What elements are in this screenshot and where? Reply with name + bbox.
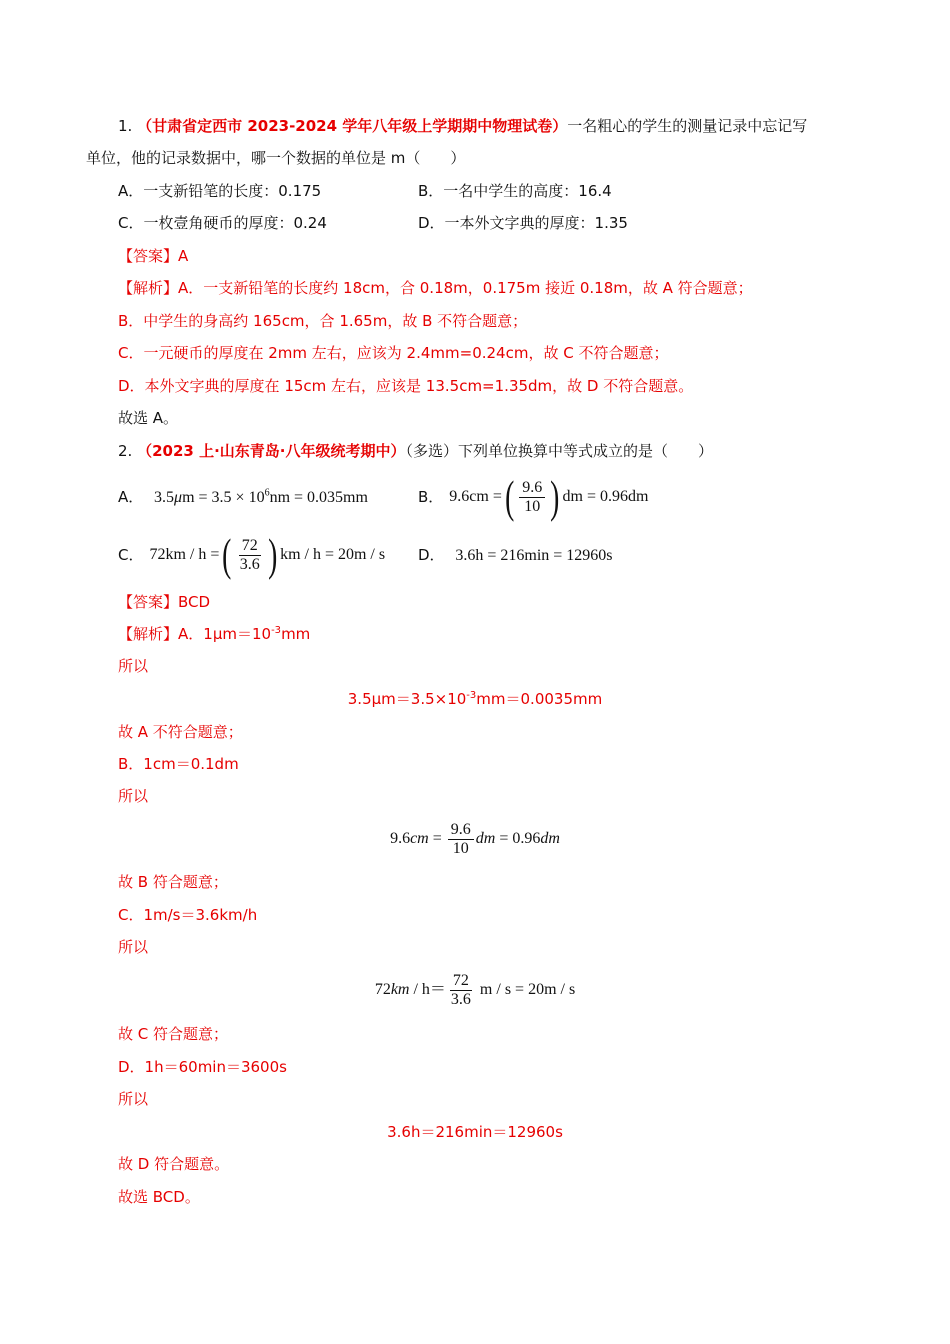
numerator: 72 xyxy=(450,972,472,991)
q1-analysis-c: C．一元硬币的厚度在 2mm 左右，应该为 2.4mm=0.24cm，故 C 不符合题意； xyxy=(118,344,669,362)
q1-number: 1. xyxy=(118,117,133,135)
q1-analysis-d: D．本外文字典的厚度在 15cm 左右，应该是 13.5cm=1.35dm，故 D 不符合题意。 xyxy=(118,377,694,395)
option-letter: B． xyxy=(418,488,444,506)
q2-option-b xyxy=(418,471,649,522)
q1-stem-part1: 一名粗心的学生的测量记录中忘记写 xyxy=(567,117,808,135)
math-text: 3.5 xyxy=(154,489,175,506)
q1-analysis-b: B．中学生的身高约 165cm，合 1.65m，故 B 不符合题意； xyxy=(118,312,528,330)
math-exponent: 6 xyxy=(264,487,270,499)
numerator: 9.6 xyxy=(519,479,545,498)
math-text: = 0.96 xyxy=(495,830,541,847)
analysis-label: 【解析】 xyxy=(118,625,179,643)
exponent: -3 xyxy=(466,690,477,701)
math-text: nm = 0.035mm xyxy=(269,489,368,506)
math-text: 72 xyxy=(374,981,391,998)
denominator: 3.6 xyxy=(239,555,260,573)
option-d-math: 3.6h = 216min = 12960s xyxy=(455,547,613,564)
q2-conclusion: 故选 BCD。 xyxy=(118,1188,200,1206)
q1-option-c: C．一枚壹角硬币的厚度：0.24 xyxy=(118,214,327,232)
so-text: 所以 xyxy=(118,787,149,805)
q1-option-a: A．一支新铅笔的长度：0.175 xyxy=(118,182,322,200)
answer-label: 【答案】 xyxy=(118,593,179,611)
analysis-text: mm xyxy=(281,625,311,643)
q2-answer xyxy=(118,592,210,612)
b-analysis: B．1cm＝0.1dm xyxy=(118,755,239,773)
math-text: m = 3.5 × 10 xyxy=(182,489,265,506)
q2-source: （2023 上·山东青岛·八年级统考期中） xyxy=(137,442,406,460)
answer-label: 【答案】 xyxy=(118,247,179,265)
denominator: 10 xyxy=(452,839,469,857)
d-equation: 3.6h＝216min＝12960s xyxy=(387,1123,563,1141)
left-paren: ( xyxy=(504,471,515,522)
exponent: -3 xyxy=(271,625,282,636)
denominator: 3.6 xyxy=(450,990,471,1008)
equation-text: 3.5μm＝3.5×10 xyxy=(347,690,467,708)
option-b-math xyxy=(449,471,649,522)
math-text: 72km / h = xyxy=(149,546,220,563)
answer-value: A xyxy=(178,247,189,265)
q1-answer xyxy=(118,246,188,266)
q1-conclusion: 故选 A。 xyxy=(118,409,179,427)
math-unit: dm xyxy=(475,830,496,847)
math-text: m / s = 20m / s xyxy=(475,981,576,998)
q1-source: （甘肃省定西市 2023-2024 学年八年级上学期期中物理试卷） xyxy=(137,117,568,135)
right-paren: ) xyxy=(267,529,277,580)
q2-option-c xyxy=(118,529,386,580)
math-unit: dm xyxy=(540,830,560,847)
d-conclusion: 故 D 符合题意。 xyxy=(118,1155,230,1173)
numerator: 72 xyxy=(239,537,261,556)
d-analysis: D．1h＝60min＝3600s xyxy=(118,1058,287,1076)
so-text: 所以 xyxy=(118,938,149,956)
math-unit: cm xyxy=(410,830,429,847)
denominator: 10 xyxy=(524,497,541,515)
q2-line1 xyxy=(118,441,713,461)
c-analysis: C．1m/s＝3.6km/h xyxy=(118,906,258,924)
q2-option-a xyxy=(118,487,368,508)
math-text: 9.6 xyxy=(390,830,411,847)
math-text: km / h = 20m / s xyxy=(280,546,386,563)
fraction xyxy=(448,821,474,858)
q1-option-b: B．一名中学生的高度：16.4 xyxy=(418,182,612,200)
b-equation xyxy=(0,818,950,860)
q1-line1 xyxy=(118,116,807,136)
q1-option-d: D．一本外文字典的厚度：1.35 xyxy=(418,214,628,232)
math-unit: km xyxy=(390,981,410,998)
left-paren: ( xyxy=(222,529,232,580)
math-text: dm = 0.96dm xyxy=(562,488,649,505)
analysis-text: A．1μm＝10 xyxy=(178,625,272,643)
fraction xyxy=(519,479,545,516)
so-text: 所以 xyxy=(118,657,149,675)
q2-number: 2. xyxy=(118,442,133,460)
q1-stem-part2: 单位，他的记录数据中，哪一个数据的单位是 m（ ） xyxy=(86,149,466,167)
so-text: 所以 xyxy=(118,1090,149,1108)
a-equation xyxy=(0,689,950,709)
a-conclusion: 故 A 不符合题意； xyxy=(118,723,243,741)
right-paren: ) xyxy=(550,471,560,522)
c-equation xyxy=(0,969,950,1011)
q2-stem: （多选）下列单位换算中等式成立的是（ ） xyxy=(405,442,713,460)
equation-text: mm＝0.0035mm xyxy=(476,690,603,708)
c-conclusion: 故 C 符合题意； xyxy=(118,1025,229,1043)
answer-value: BCD xyxy=(178,593,211,611)
q2-option-d xyxy=(418,545,613,566)
option-letter: A． xyxy=(118,488,144,506)
math-text: / h＝ xyxy=(409,981,446,998)
option-letter: D． xyxy=(418,546,445,564)
math-text: 9.6cm = xyxy=(449,488,502,505)
numerator: 9.6 xyxy=(448,821,474,840)
analysis-line: A．一支新铅笔的长度约 18cm，合 0.18m，0.175m 接近 0.18m，故 A 符合题意； xyxy=(178,279,753,297)
fraction xyxy=(448,972,474,1009)
q2-analysis-a xyxy=(118,624,310,644)
b-conclusion: 故 B 符合题意； xyxy=(118,873,228,891)
math-text: = xyxy=(428,830,446,847)
option-a-math xyxy=(154,489,368,506)
option-letter: C． xyxy=(118,546,144,564)
math-mu: μ xyxy=(174,489,183,506)
q1-analysis-a xyxy=(118,278,753,298)
option-c-math xyxy=(149,529,386,580)
analysis-label: 【解析】 xyxy=(118,279,179,297)
fraction xyxy=(237,537,263,574)
